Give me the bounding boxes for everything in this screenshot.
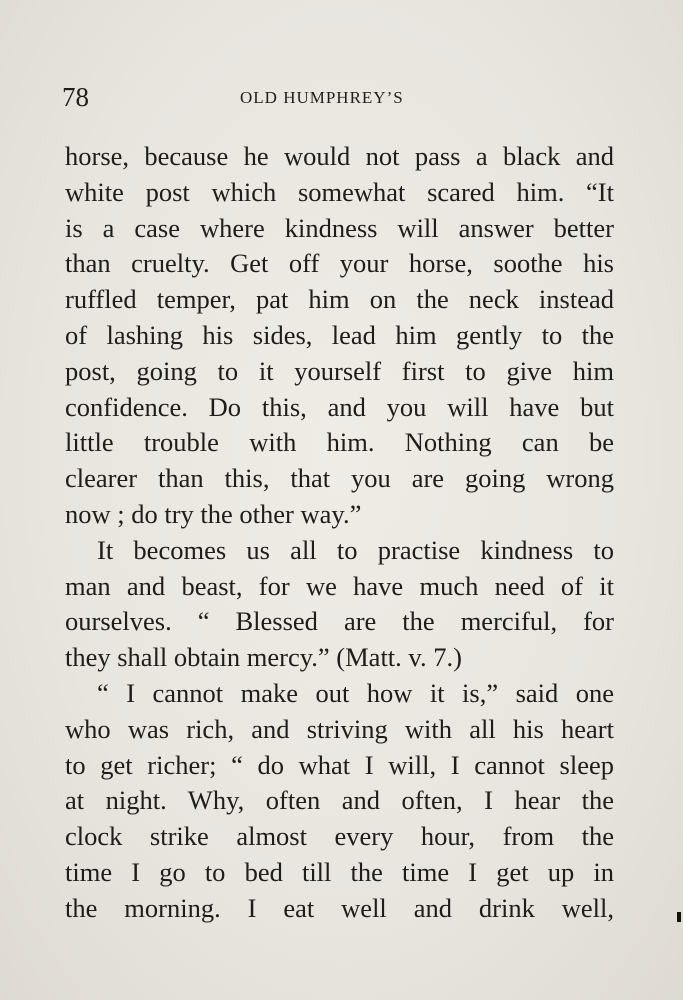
- page-header: [62, 82, 614, 112]
- text-line: “ I cannot make out how it is,” said one: [97, 677, 614, 708]
- paragraph: [65, 676, 614, 927]
- text-line: the morning. I eat well and drink well,: [65, 892, 614, 923]
- text-line: they shall obtain mercy.” (Matt. v. 7.): [65, 642, 462, 673]
- text-line: than cruelty. Get off your horse, soothe his: [65, 248, 614, 279]
- text-line: clock strike almost every hour, from the: [65, 821, 614, 852]
- text-line: horse, because he would not pass a black and: [65, 141, 614, 171]
- text-line: to get richer; “ do what I will, I cannot sleep: [65, 749, 614, 780]
- text-line: at night. Why, often and often, I hear the: [65, 785, 614, 816]
- text-line: clearer than this, that you are going wrong: [65, 463, 614, 494]
- page-edge-mark: [677, 912, 681, 922]
- text-line: ourselves. “ Blessed are the merciful, for: [65, 606, 614, 637]
- text-line: man and beast, for we have much need of it: [65, 570, 614, 601]
- text-line: confidence. Do this, and you will have but: [65, 391, 614, 422]
- text-line: who was rich, and striving with all his heart: [65, 713, 614, 744]
- paragraph: [65, 139, 614, 533]
- text-line: time I go to bed till the time I get up in: [65, 856, 614, 887]
- text-line: white post which somewhat scared him. “It: [65, 176, 614, 207]
- text-line: post, going to it yourself first to give him: [65, 355, 614, 386]
- text-line: now ; do try the other way.”: [65, 498, 362, 529]
- page-number: 78: [62, 82, 89, 112]
- running-head: OLD HUMPHREY’S: [240, 88, 404, 107]
- paragraph: [65, 533, 614, 676]
- body-text: [65, 139, 614, 927]
- text-line: ruffled temper, pat him on the neck instead: [65, 284, 614, 315]
- text-line: It becomes us all to practise kindness to: [97, 534, 614, 565]
- text-line: little trouble with him. Nothing can be: [65, 427, 614, 458]
- text-line: of lashing his sides, lead him gently to the: [65, 319, 614, 350]
- text-line: is a case where kindness will answer better: [65, 212, 614, 243]
